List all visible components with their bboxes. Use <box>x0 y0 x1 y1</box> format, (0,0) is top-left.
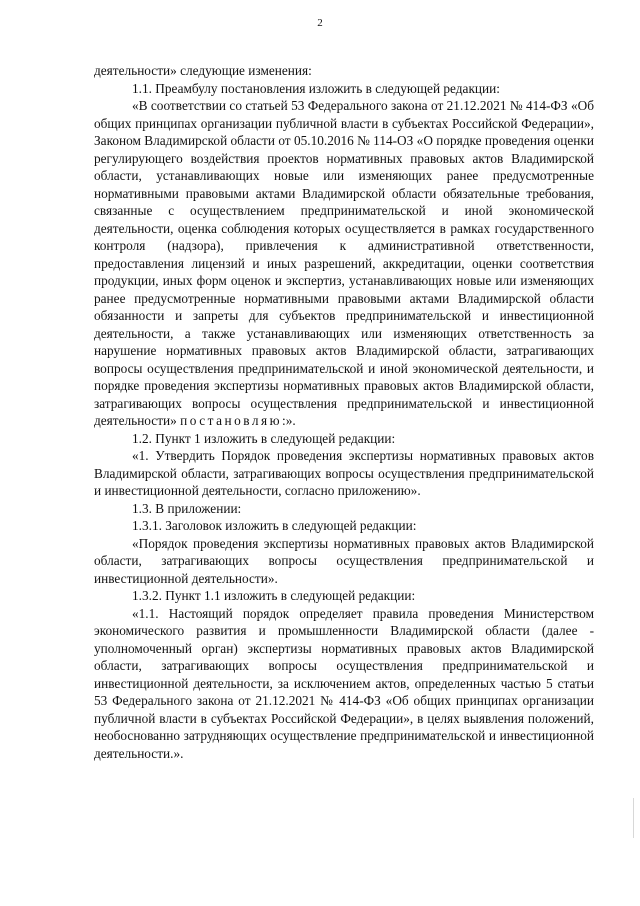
preamble-ending: :». <box>282 413 296 428</box>
paragraph-item-1-3: 1.3. В приложении: <box>132 500 242 516</box>
page-number: 2 <box>317 17 323 29</box>
paragraph-item-1-3-2: 1.3.2. Пункт 1.1 изложить в следующей редакции: <box>132 588 416 603</box>
paragraph-item-1-3-1: 1.3.1. Заголовок изложить в следующей редакции: <box>132 518 417 533</box>
document-body <box>94 62 594 762</box>
paragraph-point-1-quote: «1. Утвердить Порядок проведения экспертизы нормативных правовых актов Владимирской области, затрагивающих вопросы осуществления предпринимательской и инвестиционной деятельности, согласно приложению». <box>94 448 594 498</box>
paragraph-title-quote: «Порядок проведения экспертизы нормативных правовых актов Владимирской области, затрагивающих вопросы осуществления предпринимательской и инвестиционной деятельности». <box>94 535 594 586</box>
preamble-text: «В соответствии со статьей 53 Федерального закона от 21.12.2021 № 414-ФЗ «Об общих принципах организации публичной власти в субъектах Российской Федерации», Законом Владимирской области от 05.10.2016 № 114-ОЗ «О порядке проведения оценки регулирующего воздействия проектов нормативных правовых актов Владимирской области, устанавливающих новые или изменяющих ранее предусмотренные нормативными правовыми актами Владимирской области обязательные требования, связанные с осуществлением предпринимательской и иной экономической деятельности, оценка соблюдения которых осуществляется в рамках государственного контроля (надзора), привлечения к административной ответственности, предоставления лицензий и иных разрешений, аккредитации, оценки соответствия продукции, иных форм оценок и экспертиз, устанавливающих новые или изменяющих ранее предусмотренные нормативными правовыми актами Владимирской области обязанности и запреты для субъектов предпринимательской и инвестиционной деятельности, а также устанавливающих или изменяющих ответственность за нарушение нормативных правовых актов Владимирской области, затрагивающих вопросы осуществления предпринимательской и иной экономической деятельности, и порядке проведения экспертизы нормативных правовых актов Владимирской области, затрагивающих вопросы осуществления предпринимательской и инвестиционной деятельности» <box>94 98 594 428</box>
paragraph-preamble-quote <box>94 97 594 430</box>
resolve-word: постановляю <box>180 413 283 428</box>
paragraph-point-1-1-quote: «1.1. Настоящий порядок определяет правила проведения Министерством экономического развития и промышленности Владимирской области (далее - уполномоченный орган) экспертизы нормативных правовых актов Владимирской области, затрагивающих вопросы осуществления предпринимательской и инвестиционной деятельности, за исключением актов, определенных частью 5 статьи 53 Федерального закона от 21.12.2021 № 414-ФЗ «Об общих принципах организации публичной власти в субъектах Российской Федерации», в целях выявления положений, необоснованно затрудняющих осуществление предпринимательской и инвестиционной деятельности.». <box>94 605 594 761</box>
paragraph-item-1-1: 1.1. Преамбулу постановления изложить в следующей редакции: <box>132 80 500 96</box>
paragraph-item-1-2: 1.2. Пункт 1 изложить в следующей редакции: <box>132 430 396 446</box>
paragraph-continuation: деятельности» следующие изменения: <box>94 63 312 78</box>
scan-edge-mark <box>633 798 634 838</box>
